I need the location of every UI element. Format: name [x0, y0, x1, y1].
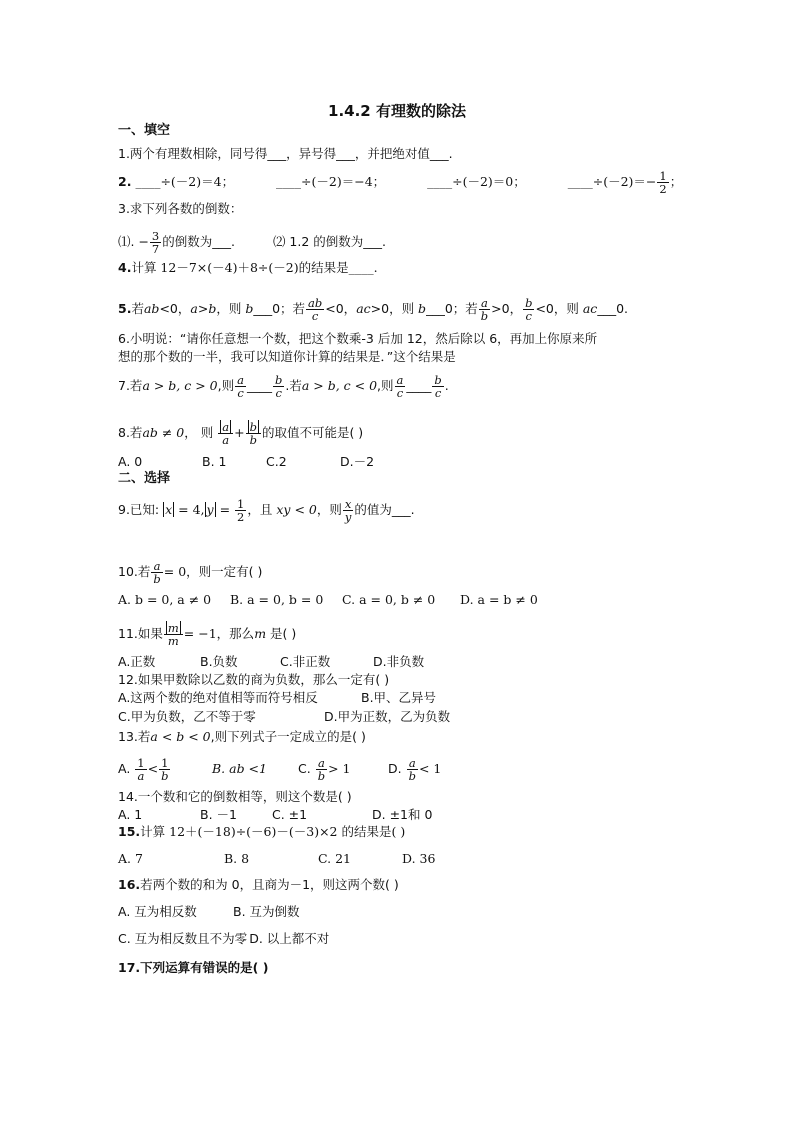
question-12: 12.如果甲数除以乙数的商为负数，那么一定有( ): [118, 672, 390, 687]
fraction: $\frac{b}{b}$: [246, 421, 261, 446]
option-b: B. 互为倒数: [233, 904, 300, 919]
question-5: 5.若ab<0，a>b，则 b___0；若 $\frac{ab}{c}$ <0，ac>0，则 b___0；若 $\frac{a}{b}$ >0， $\frac{b}{c}$ <0，则 ac___0.: [118, 296, 628, 323]
option-d: D. ±1和 0: [372, 807, 433, 822]
question-17: 17.下列运算有错误的是( ): [118, 960, 269, 975]
option-a: A. 互为相反数: [118, 904, 197, 919]
fraction: $\frac{b}{c}$: [525, 296, 533, 323]
option-d: D.非负数: [373, 654, 425, 669]
option-c: C.甲为负数，乙不等于零: [118, 709, 256, 724]
option-c: C. 21: [318, 851, 351, 866]
question-14: 14.一个数和它的倒数相等，则这个数是( ): [118, 789, 352, 804]
option-a: A. 7: [118, 851, 143, 866]
fraction: $\frac{m}{m}$: [164, 622, 183, 647]
question-7: 7.若a > b, c > 0,则 $\frac{a}{c}$ ____ $\frac{b}{c}$ .若a > b, c < 0,则 $\frac{a}{c}$ ____ $\frac{b}{c}$ .: [118, 373, 449, 400]
fraction: $\frac{ab}{c}$: [308, 296, 323, 323]
option-a: A.这两个数的绝对值相等而符号相反: [118, 690, 318, 705]
page-title: 1.4.2 有理数的除法: [328, 102, 466, 120]
question-2: 2. ____÷(－2)＝4； ____÷(－2)＝−4； ____÷(－2)＝0； ____÷(－2)＝− $\frac{1}{2}$ ；: [118, 169, 683, 196]
question-13: 13.若a < b < 0,则下列式子一定成立的是( ): [118, 729, 366, 744]
option-b: B. 8: [224, 851, 250, 866]
fraction: $\frac{a}{c}$: [237, 373, 244, 400]
question-1: 1.两个有理数相除，同号得___，异号得___，并把绝对值___.: [118, 146, 453, 161]
q2-part-2: ____÷(－2)＝−4；: [276, 174, 386, 189]
option-b: B. ab <1: [212, 761, 267, 776]
option-b: B. a = 0, b = 0: [230, 592, 324, 607]
q2-part-1: ____÷(－2)＝4；: [135, 174, 235, 189]
fraction: $\frac{a}{c}$: [396, 373, 404, 400]
question-15: 15.计算 12＋(－18)÷(－6)－(－3)×2 的结果是( ): [118, 824, 406, 839]
option-a: A. $\frac{1}{a}$ < $\frac{1}{b}$: [118, 756, 169, 783]
option-a: A.正数: [118, 654, 156, 669]
option-b: B. 1: [202, 454, 227, 469]
option-d: D. $\frac{a}{b}$ < 1: [388, 756, 442, 783]
option-d: D.甲为正数，乙为负数: [324, 709, 451, 724]
option-c: C. ±1: [272, 807, 308, 822]
question-8-options: [118, 453, 374, 471]
question-11: 11.如果 $\frac{m}{m}$ = −1，那么m 是( ): [118, 621, 297, 648]
option-a: A. b = 0, a ≠ 0: [118, 592, 212, 607]
question-10-options: [118, 591, 538, 609]
fraction: $\frac{1}{b}$: [161, 756, 169, 783]
fraction: $\frac{b}{c}$: [274, 373, 283, 400]
section-fill-in: 一、填空: [118, 123, 171, 138]
q2-part-3: ____÷(－2)＝0；: [427, 174, 526, 189]
option-d: D. a = b ≠ 0: [460, 592, 538, 607]
question-16: 16.若两个数的和为 0，且商为－1，则这两个数( ): [118, 877, 399, 892]
option-b: B.甲、乙异号: [361, 690, 437, 705]
fraction: $\frac{a}{b}$: [317, 756, 326, 783]
fraction: $\frac{a}{b}$: [153, 559, 161, 586]
option-c: C. $\frac{a}{b}$ > 1: [298, 756, 351, 783]
question-4: 4.计算 12－7×(－4)＋8÷(－2)的结果是____.: [118, 260, 378, 275]
question-3: 3.求下列各数的倒数：: [118, 201, 243, 216]
question-8: 8.若ab ≠ 0， 则 $\frac{a}{a}$ + $\frac{b}{b}$ 的取值不可能是( ): [118, 420, 364, 447]
question-12-options-cd: [118, 708, 450, 726]
option-a: A. 1: [118, 807, 143, 822]
option-d: D. 以上都不对: [249, 931, 330, 946]
question-16-options-cd: [118, 930, 329, 948]
option-c: C. a = 0, b ≠ 0: [342, 592, 436, 607]
option-d: D.－2: [340, 454, 375, 469]
fraction: $\frac{1}{2}$: [659, 169, 667, 196]
option-a: A. 0: [118, 454, 143, 469]
question-14-options: [118, 806, 432, 824]
section-choice: 二、选择: [118, 471, 171, 486]
fraction: $\frac{b}{c}$: [434, 373, 442, 400]
question-6-line-2: 想的那个数的一半，我可以知道你计算的结果是．”这个结果是: [118, 349, 456, 364]
question-11-options: [118, 653, 424, 671]
fraction: $\frac{1}{2}$: [237, 497, 245, 524]
option-c: C. 互为相反数且不为零: [118, 931, 248, 946]
fraction: $\frac{3}{7}$: [151, 229, 160, 256]
question-6-line-1: 6.小明说：“请你任意想一个数，把这个数乘-3 后加 12，然后除以 6，再加上你原来所: [118, 331, 598, 346]
question-10: 10.若 $\frac{a}{b}$ = 0，则一定有( ): [118, 559, 263, 586]
question-15-options: [118, 850, 435, 868]
option-b: B. －1: [200, 807, 237, 822]
question-9: 9.已知: x = 4, y = $\frac{1}{2}$ ，且 xy < 0，则 $\frac{x}{y}$ 的值为___.: [118, 497, 415, 524]
option-b: B.负数: [200, 654, 238, 669]
option-d: D. 36: [402, 851, 436, 866]
fraction: $\frac{a}{a}$: [218, 421, 233, 446]
question-16-options-ab: [118, 903, 300, 921]
question-12-options-ab: [118, 689, 436, 707]
fraction: $\frac{a}{b}$: [480, 296, 489, 323]
option-c: C.2: [266, 454, 287, 469]
option-c: C.非正数: [280, 654, 331, 669]
fraction: $\frac{1}{a}$: [137, 756, 145, 783]
q2-part-4: ____÷(－2)＝−: [567, 174, 657, 189]
fraction: $\frac{a}{b}$: [408, 756, 416, 783]
question-3-parts: ⑴. − $\frac{3}{7}$ 的倒数为___. ⑵ 1.2 的倒数为___.: [118, 229, 387, 256]
fraction: $\frac{x}{y}$: [344, 497, 352, 524]
question-13-options: [118, 757, 441, 782]
